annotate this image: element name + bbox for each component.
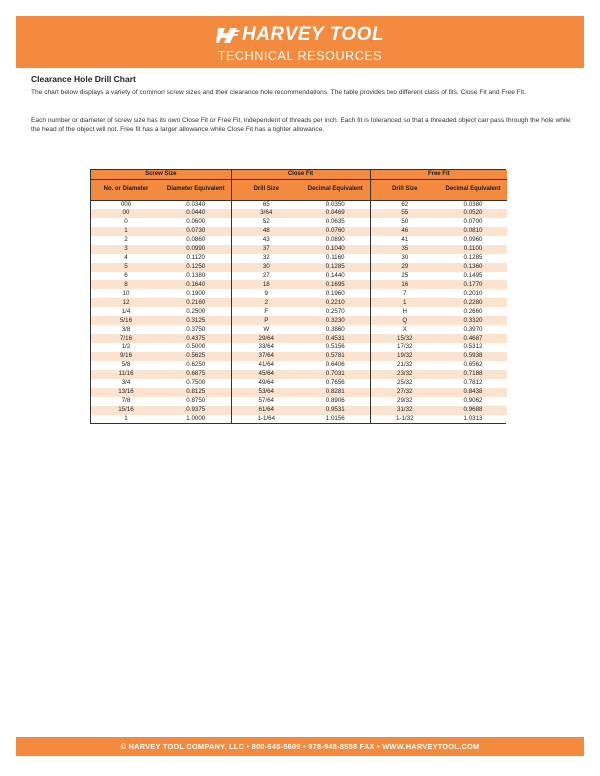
footer-text: © HARVEY TOOL COMPANY, LLC • 800-645-5609 • 978-948-8558 FAX • WWW.HARVEYTOOL.COM (120, 742, 480, 751)
table-cell: 3 (91, 245, 161, 254)
table-row (91, 236, 507, 245)
table-cell: W (231, 325, 301, 334)
table-cell: 0.9531 (301, 406, 370, 415)
table-cell: 43 (231, 236, 301, 245)
table-cell: 33/64 (231, 343, 301, 352)
table-cell: 13/16 (91, 388, 161, 397)
table-cell: 0.6250 (161, 361, 231, 370)
table-row (91, 388, 507, 397)
table-cell: 00 (91, 209, 161, 218)
column-header: Drill Size (231, 179, 301, 200)
table-cell: 0.9375 (161, 406, 231, 415)
table-row (91, 415, 507, 424)
table-cell: 1-1/64 (231, 415, 301, 424)
table-cell: 0.0440 (161, 209, 231, 218)
header-banner (16, 16, 584, 68)
table-cell: 2 (91, 236, 161, 245)
table-cell: 41 (370, 236, 439, 245)
table-cell: 6 (91, 272, 161, 281)
table-cell: 5/16 (91, 316, 161, 325)
table-cell: 31/32 (370, 406, 439, 415)
table-row (91, 218, 507, 227)
table-cell: 0.1120 (161, 254, 231, 263)
column-header: Drill Size (370, 179, 439, 200)
table-cell: 0.4687 (439, 334, 507, 343)
table-cell: 0.0520 (439, 209, 507, 218)
table-cell: 0.1285 (439, 254, 507, 263)
table-cell: 62 (370, 200, 439, 209)
table-cell: 0.0760 (301, 227, 370, 236)
table-row (91, 298, 507, 307)
table-cell: 3/4 (91, 379, 161, 388)
table-row (91, 325, 507, 334)
intro-paragraph: The chart below displays a variety of common screw sizes and their clearance hole recommendations. The table provides two different class of fits, Close Fit and Free Fit. (31, 89, 526, 96)
column-header: Diameter Equivalent (161, 179, 231, 200)
table-cell: 3/8 (91, 325, 161, 334)
table-cell: 0.1040 (301, 245, 370, 254)
table-cell: 16 (370, 280, 439, 289)
table-cell: 1 (91, 415, 161, 424)
table-cell: 29 (370, 263, 439, 272)
table-cell: 0.1250 (161, 263, 231, 272)
table-cell: 0.1695 (301, 280, 370, 289)
table-cell: 0.3860 (301, 325, 370, 334)
table-cell: 1.0313 (439, 415, 507, 424)
table-cell: 7 (370, 289, 439, 298)
table-cell: 32 (231, 254, 301, 263)
table-cell: 0.3970 (439, 325, 507, 334)
table-cell: 0 (91, 218, 161, 227)
group-header-close-fit: Close Fit (231, 170, 370, 179)
table-cell: H (370, 307, 439, 316)
table-cell: 0.3125 (161, 316, 231, 325)
group-header-screw-size: Screw Size (91, 170, 231, 179)
winged-h-icon (216, 25, 240, 45)
table-cell: 2 (231, 298, 301, 307)
table-cell: 0.5938 (439, 352, 507, 361)
table-cell: 0.7656 (301, 379, 370, 388)
table-cell: 0.0635 (301, 218, 370, 227)
table-cell: 21/32 (370, 361, 439, 370)
table-row (91, 316, 507, 325)
table-cell: 0.8750 (161, 397, 231, 406)
table-cell: 0.8125 (161, 388, 231, 397)
table-cell: 0.4531 (301, 334, 370, 343)
table-cell: 0.1640 (161, 280, 231, 289)
table-cell: 8 (91, 280, 161, 289)
table-cell: 0.0700 (439, 218, 507, 227)
table-cell: 000 (91, 200, 161, 209)
table-cell: 30 (231, 263, 301, 272)
table-row (91, 209, 507, 218)
table-cell: 0.0960 (439, 236, 507, 245)
table-cell: Q (370, 316, 439, 325)
table-cell: 0.1960 (301, 289, 370, 298)
table-cell: 27 (231, 272, 301, 281)
table-cell: 0.2210 (301, 298, 370, 307)
table-cell: 27/32 (370, 388, 439, 397)
table-cell: 7/16 (91, 334, 161, 343)
table-row (91, 245, 507, 254)
table-cell: 46 (370, 227, 439, 236)
table-row (91, 227, 507, 236)
table-cell: 12 (91, 298, 161, 307)
table-cell: 0.0340 (161, 200, 231, 209)
table-cell: 0.0600 (161, 218, 231, 227)
table-cell: 57/64 (231, 397, 301, 406)
table-row (91, 280, 507, 289)
table-cell: 1/4 (91, 307, 161, 316)
table-cell: 61/64 (231, 406, 301, 415)
table-cell: 1 (370, 298, 439, 307)
brand-logo (16, 24, 584, 46)
table-cell: 9 (231, 289, 301, 298)
table-cell: 53/64 (231, 388, 301, 397)
table-cell: 1 (91, 227, 161, 236)
table-cell: 1.0156 (301, 415, 370, 424)
table-cell: 19/32 (370, 352, 439, 361)
table-cell: 1-1/32 (370, 415, 439, 424)
table-cell: 0.7812 (439, 379, 507, 388)
column-header: Decimal Equivalent (301, 179, 370, 200)
table-row (91, 307, 507, 316)
table-row (91, 343, 507, 352)
table-cell: 23/32 (370, 370, 439, 379)
table-cell: 5/8 (91, 361, 161, 370)
table-row (91, 352, 507, 361)
table-cell: 0.0860 (161, 236, 231, 245)
table-cell: 0.8281 (301, 388, 370, 397)
table-cell: 48 (231, 227, 301, 236)
detail-paragraph: Each number or diameter of screw size has its own Close Fit or Free Fit, independent of threads per inch. Each fit is toleranced so that a threaded object can pass through the hole while the head of the object will not. Free fit has a larger allowance while Close Fit has a tighter allowance. (31, 117, 571, 134)
table-cell: 29/32 (370, 397, 439, 406)
table-cell: 37 (231, 245, 301, 254)
table-cell: 0.5156 (301, 343, 370, 352)
table-row (91, 334, 507, 343)
table-cell: 1.0000 (161, 415, 231, 424)
table-cell: 0.1770 (439, 280, 507, 289)
table-cell: 5 (91, 263, 161, 272)
table-cell: 0.6562 (439, 361, 507, 370)
table-cell: 4 (91, 254, 161, 263)
table-cell: 0.2570 (301, 307, 370, 316)
table-cell: 30 (370, 254, 439, 263)
table-cell: 3/64 (231, 209, 301, 218)
table-cell: 0.1495 (439, 272, 507, 281)
table-cell: 0.2660 (439, 307, 507, 316)
table-row (91, 397, 507, 406)
table-cell: 17/32 (370, 343, 439, 352)
table-cell: 15/16 (91, 406, 161, 415)
table-cell: 29/64 (231, 334, 301, 343)
footer-bar (16, 737, 584, 756)
table-cell: 0.1160 (301, 254, 370, 263)
table-row (91, 406, 507, 415)
table-cell: 0.1380 (161, 272, 231, 281)
table-row (91, 272, 507, 281)
table-cell: 0.1100 (439, 245, 507, 254)
table-cell: 0.0469 (301, 209, 370, 218)
table-cell: 0.5625 (161, 352, 231, 361)
table-body (91, 200, 507, 423)
table-cell: 1/2 (91, 343, 161, 352)
table-cell: 0.0350 (301, 200, 370, 209)
table-cell: 37/64 (231, 352, 301, 361)
table-cell: 0.1360 (439, 263, 507, 272)
table-cell: 0.1440 (301, 272, 370, 281)
table-row (91, 263, 507, 272)
table-cell: 9/16 (91, 352, 161, 361)
table-cell: 11/16 (91, 370, 161, 379)
column-header: No. or Diameter (91, 179, 161, 200)
table-cell: 0.6875 (161, 370, 231, 379)
clearance-hole-table (90, 169, 506, 424)
table-cell: 50 (370, 218, 439, 227)
table-cell: 55 (370, 209, 439, 218)
table-cell: 10 (91, 289, 161, 298)
table-cell: 0.0990 (161, 245, 231, 254)
table-cell: 49/64 (231, 379, 301, 388)
table-cell: 0.7188 (439, 370, 507, 379)
table-cell: 7/8 (91, 397, 161, 406)
page-title: Clearance Hole Drill Chart (31, 74, 136, 84)
table-cell: 45/64 (231, 370, 301, 379)
table-cell: 0.3230 (301, 316, 370, 325)
table-row (91, 379, 507, 388)
table-cell: 0.1900 (161, 289, 231, 298)
table-cell: 0.5781 (301, 352, 370, 361)
table-cell: 15/32 (370, 334, 439, 343)
table-cell: 0.7500 (161, 379, 231, 388)
table-row (91, 370, 507, 379)
table-row (91, 361, 507, 370)
table-cell: 0.0730 (161, 227, 231, 236)
table-cell: 0.2010 (439, 289, 507, 298)
table-cell: 0.5312 (439, 343, 507, 352)
table-row (91, 289, 507, 298)
table-cell: 25 (370, 272, 439, 281)
table-cell: 52 (231, 218, 301, 227)
table-cell: 0.4375 (161, 334, 231, 343)
table-cell: 0.0380 (439, 200, 507, 209)
table-cell: 0.1285 (301, 263, 370, 272)
table-cell: X (370, 325, 439, 334)
table-cell: 0.6406 (301, 361, 370, 370)
table-row (91, 200, 507, 209)
table-cell: 0.8438 (439, 388, 507, 397)
table-cell: 0.0890 (301, 236, 370, 245)
table-cell: 0.2280 (439, 298, 507, 307)
table-cell: P (231, 316, 301, 325)
table-cell: 18 (231, 280, 301, 289)
table-cell: 0.5000 (161, 343, 231, 352)
header-subtitle: TECHNICAL RESOURCES (217, 49, 383, 63)
table-cell: 0.9062 (439, 397, 507, 406)
table-row (91, 254, 507, 263)
table-cell: 0.9688 (439, 406, 507, 415)
brand-name: HARVEY TOOL (241, 24, 385, 45)
table-cell: 0.2500 (161, 307, 231, 316)
table-cell: 25/32 (370, 379, 439, 388)
table-cell: 65 (231, 200, 301, 209)
table-cell: 0.7031 (301, 370, 370, 379)
table-cell: 0.0810 (439, 227, 507, 236)
table-cell: F (231, 307, 301, 316)
table-cell: 41/64 (231, 361, 301, 370)
table-cell: 0.2160 (161, 298, 231, 307)
table-cell: 35 (370, 245, 439, 254)
group-header-free-fit: Free Fit (370, 170, 507, 179)
table-cell: 0.3750 (161, 325, 231, 334)
table-cell: 0.8906 (301, 397, 370, 406)
table-cell: 0.3320 (439, 316, 507, 325)
column-header: Decimal Equivalent (439, 179, 507, 200)
